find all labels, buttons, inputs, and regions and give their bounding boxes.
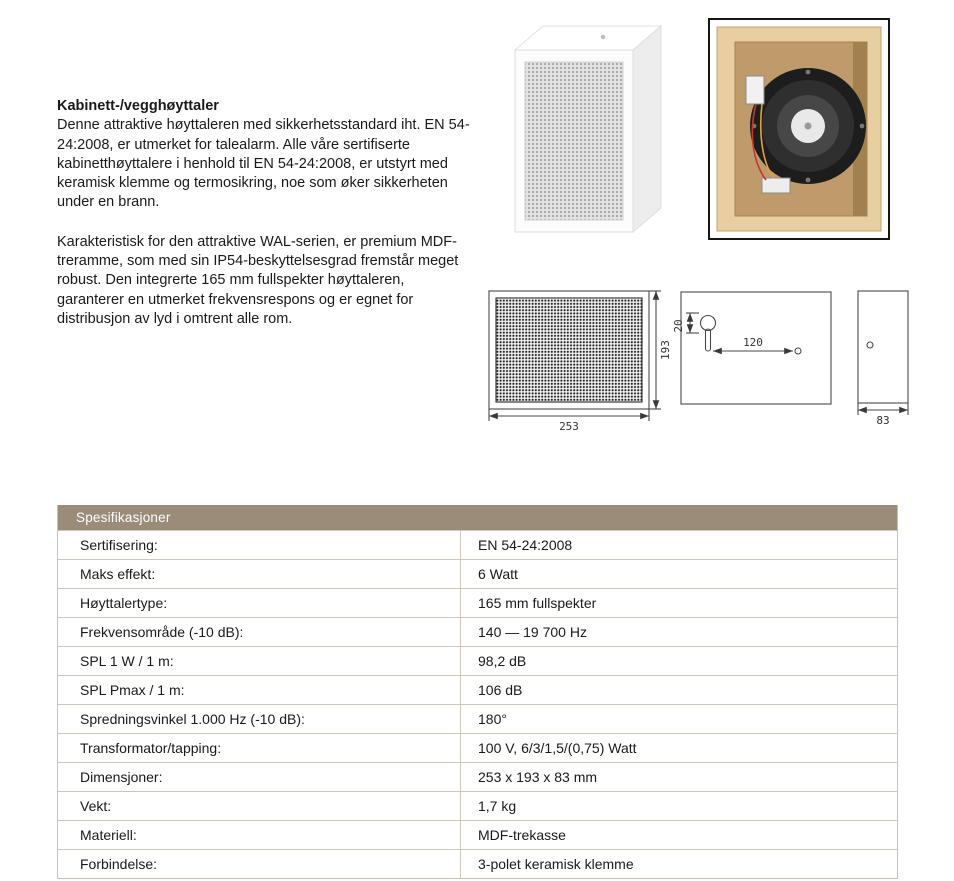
spec-value: 180° xyxy=(478,711,507,727)
intro-paragraph-1: Denne attraktive høyttaleren med sikkerhetsstandard iht. EN 54-24:2008, er utmerket for talealarm. Alle våre sertifiserte kabinetthøyttalere i henhold til EN 54-24:2008, er utstyrt med keramisk klemme og termosikring, noe som øker sikkerheten under en brann. xyxy=(57,117,470,211)
dimension-label-height: 193 xyxy=(659,340,672,360)
dimension-label-length: 120 xyxy=(743,336,763,349)
spec-value: MDF-trekasse xyxy=(478,827,566,843)
spec-row xyxy=(58,646,897,675)
dimension-label-depth: 83 xyxy=(876,414,890,427)
spec-row xyxy=(58,675,897,704)
spec-row xyxy=(58,849,897,878)
spec-table-header: Spesifikasjoner xyxy=(58,505,897,530)
spec-label: Sertifisering: xyxy=(58,531,461,559)
spec-label: Spredningsvinkel 1.000 Hz (-10 dB): xyxy=(58,705,461,733)
dimension-label-width: 253 xyxy=(559,420,579,433)
spec-value: EN 54-24:2008 xyxy=(478,537,573,553)
transformer-block xyxy=(746,76,764,104)
spec-label: SPL 1 W / 1 m: xyxy=(58,647,461,675)
spec-value: 6 Watt xyxy=(478,566,518,582)
spec-row xyxy=(58,820,897,849)
spec-table xyxy=(57,505,898,879)
page-title: Kabinett-/vegghøyttaler xyxy=(57,98,219,114)
spec-row xyxy=(58,762,897,791)
spec-label: Dimensjoner: xyxy=(58,763,461,791)
spec-row xyxy=(58,733,897,762)
speaker-grille xyxy=(525,62,623,220)
drawing-side-view xyxy=(858,291,908,415)
screw-dot xyxy=(601,35,605,39)
spec-value: 253 x 193 x 83 mm xyxy=(478,769,598,785)
spec-row xyxy=(58,617,897,646)
spec-label: Vekt: xyxy=(58,792,461,820)
spec-value: 98,2 dB xyxy=(478,653,527,669)
spec-row xyxy=(58,588,897,617)
spec-label: Frekvensområde (-10 dB): xyxy=(58,618,461,646)
spec-value: 100 V, 6/3/1,5/(0,75) Watt xyxy=(478,740,637,756)
spec-value: 140 — 19 700 Hz xyxy=(478,624,587,640)
spec-value: 106 dB xyxy=(478,682,523,698)
intro-paragraph-2: Karakteristisk for den attraktive WAL-serien, er premium MDF-treramme, som med sin IP54-beskyttelsesgrad fremstår meget robust. Den integrerte 165 mm fullspekter høyttaleren, garanterer en utmerket frekvensrespons og er egnet for distribusjon av lyd i omtrent alle rom. xyxy=(57,233,459,327)
technical-drawings xyxy=(483,283,933,438)
spec-row xyxy=(58,704,897,733)
spec-row xyxy=(58,559,897,588)
spec-value: 165 mm fullspekter xyxy=(478,595,597,611)
spec-label: Forbindelse: xyxy=(58,850,461,878)
spec-value: 1,7 kg xyxy=(478,798,517,814)
spec-label: Maks effekt: xyxy=(58,560,461,588)
product-photo-front xyxy=(503,14,671,242)
spec-label: Materiell: xyxy=(58,821,461,849)
spec-label: Transformator/tapping: xyxy=(58,734,461,762)
speaker-side-face xyxy=(633,26,661,232)
drawing-front-view xyxy=(489,291,661,421)
dimension-label-offset: 20 xyxy=(672,319,685,333)
product-photo-open xyxy=(708,18,890,240)
spec-label: SPL Pmax / 1 m: xyxy=(58,676,461,704)
intro-block xyxy=(57,97,475,329)
terminal-block xyxy=(762,178,790,193)
spec-row xyxy=(58,791,897,820)
spec-row xyxy=(58,530,897,559)
spec-value: 3-polet keramisk klemme xyxy=(478,856,634,872)
spec-label: Høyttalertype: xyxy=(58,589,461,617)
